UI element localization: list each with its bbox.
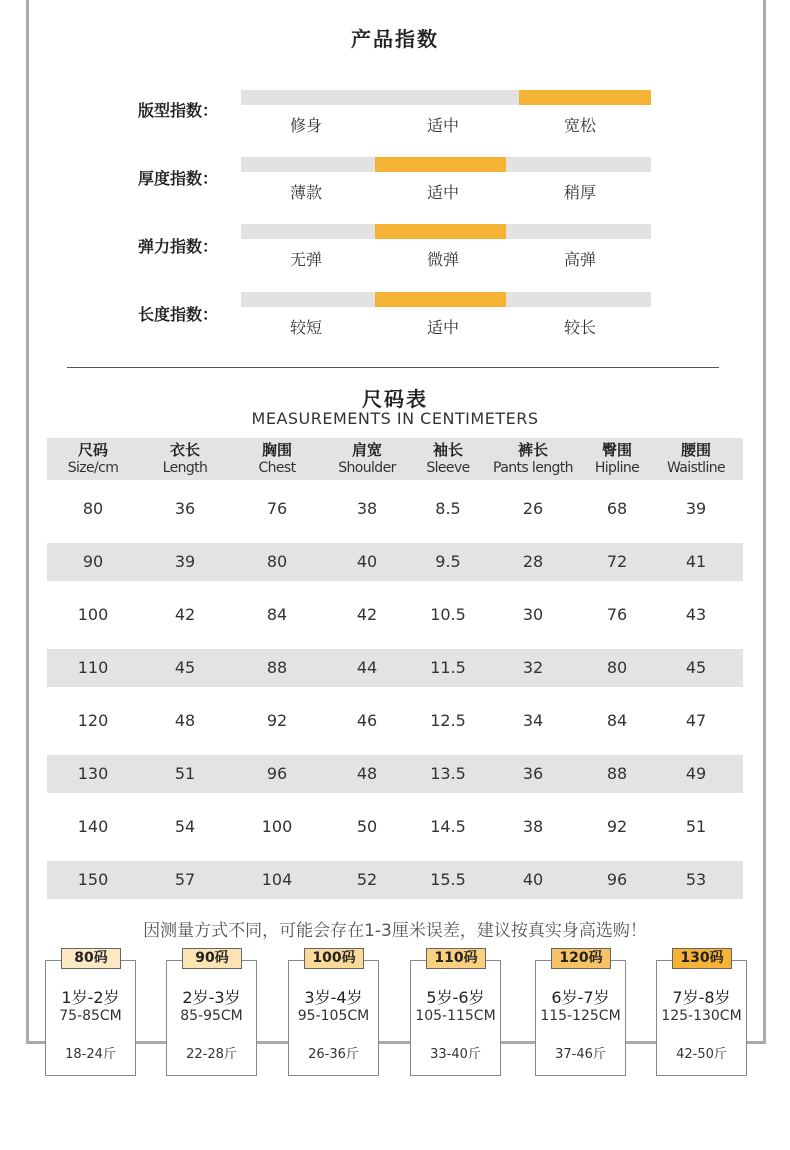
table-cell: 38 (522, 817, 544, 836)
size-card (410, 950, 501, 1076)
card-height: 125-130CM (661, 1008, 742, 1024)
table-cell: 140 (77, 817, 109, 836)
table-cell: 41 (685, 552, 707, 571)
table-cell: 92 (266, 711, 288, 730)
size-chart-subtitle: MEASUREMENTS IN CENTIMETERS (251, 409, 539, 428)
table-cell: 39 (685, 499, 707, 518)
table-cell: 120 (77, 711, 109, 730)
table-cell: 110 (77, 658, 109, 677)
table-row (47, 490, 743, 528)
header-cn-label: 肩宽 (351, 441, 382, 459)
card-weight: 18-24斤 (65, 1047, 116, 1062)
card-weight: 33-40斤 (430, 1047, 481, 1062)
table-cell: 76 (266, 499, 288, 518)
table-row (47, 596, 743, 634)
table-cell: 49 (685, 764, 707, 783)
index-option: 微弹 (426, 250, 459, 269)
card-age: 6岁-7岁 (551, 988, 610, 1007)
card-height: 105-115CM (415, 1008, 496, 1024)
card-weight: 42-50斤 (676, 1047, 727, 1062)
table-cell: 50 (356, 817, 378, 836)
header-en-label: Pants length (493, 460, 573, 476)
index-option: 高弹 (563, 250, 596, 269)
index-label: 长度指数： (138, 305, 219, 324)
table-cell: 90 (82, 552, 104, 571)
index-option: 适中 (426, 318, 459, 337)
table-cell: 42 (174, 605, 196, 624)
card-height: 75-85CM (59, 1008, 122, 1024)
table-cell: 30 (522, 605, 544, 624)
table-header-cell (139, 441, 231, 477)
table-cell: 44 (356, 658, 378, 677)
table-row (47, 808, 743, 846)
index-fill-marker (375, 157, 506, 172)
header-en-label: Waistline (666, 460, 726, 476)
index-label: 厚度指数： (138, 169, 219, 188)
table-cell: 39 (174, 552, 196, 571)
table-cell: 42 (356, 605, 378, 624)
index-option: 宽松 (563, 116, 596, 135)
table-header-cell (487, 441, 579, 477)
index-option: 适中 (426, 116, 459, 135)
frame-left-border (26, 0, 29, 1044)
table-cell: 36 (522, 764, 544, 783)
index-fill-marker (375, 292, 506, 307)
table-cell: 11.5 (430, 658, 466, 677)
table-cell: 45 (174, 658, 196, 677)
size-badge: 80码 (61, 948, 121, 969)
card-height: 85-95CM (180, 1008, 243, 1024)
product-index-title: 产品指数 (351, 27, 439, 51)
size-table-header (47, 438, 743, 480)
table-cell: 40 (356, 552, 378, 571)
table-cell: 96 (606, 870, 628, 889)
index-fill-marker (519, 90, 651, 105)
table-cell: 130 (77, 764, 109, 783)
table-cell: 51 (174, 764, 196, 783)
index-option: 适中 (426, 183, 459, 202)
header-cn-label: 腰围 (680, 441, 711, 459)
index-option: 较长 (563, 318, 596, 337)
table-cell: 12.5 (430, 711, 466, 730)
table-row (47, 755, 743, 793)
card-weight: 37-46斤 (555, 1047, 606, 1062)
table-row (47, 702, 743, 740)
header-en-label: Length (162, 460, 208, 476)
size-card (535, 950, 626, 1076)
index-option: 修身 (289, 116, 322, 135)
table-header-cell (321, 441, 413, 477)
size-badge: 110码 (426, 948, 486, 969)
size-card (166, 950, 257, 1076)
card-age: 3岁-4岁 (304, 988, 363, 1007)
table-cell: 38 (356, 499, 378, 518)
card-age: 7岁-8岁 (672, 988, 731, 1007)
table-cell: 15.5 (430, 870, 466, 889)
card-age: 2岁-3岁 (182, 988, 241, 1007)
index-option: 薄款 (289, 183, 322, 202)
header-en-label: Chest (258, 460, 296, 476)
table-cell: 34 (522, 711, 544, 730)
table-cell: 43 (685, 605, 707, 624)
index-track (241, 224, 651, 239)
table-cell: 84 (266, 605, 288, 624)
header-en-label: Hipline (594, 460, 640, 476)
table-cell: 40 (522, 870, 544, 889)
index-label: 弹力指数： (138, 237, 219, 256)
size-card (288, 950, 379, 1076)
header-cn-label: 裤长 (517, 441, 548, 459)
frame-right-border (763, 0, 766, 1044)
header-cn-label: 臀围 (601, 441, 632, 459)
table-cell: 100 (261, 817, 293, 836)
table-cell: 84 (606, 711, 628, 730)
table-cell: 48 (174, 711, 196, 730)
table-cell: 28 (522, 552, 544, 571)
index-track (241, 157, 651, 172)
card-height: 95-105CM (297, 1008, 370, 1024)
table-cell: 104 (261, 870, 293, 889)
card-height: 115-125CM (540, 1008, 621, 1024)
table-cell: 80 (266, 552, 288, 571)
table-cell: 10.5 (430, 605, 466, 624)
index-label: 版型指数： (138, 101, 219, 120)
header-cn-label: 衣长 (169, 441, 200, 459)
table-cell: 100 (77, 605, 109, 624)
index-track (241, 90, 651, 105)
table-cell: 51 (685, 817, 707, 836)
card-weight: 26-36斤 (308, 1047, 359, 1062)
frame-bottom-border (26, 1041, 766, 1044)
size-badge: 120码 (551, 948, 611, 969)
table-cell: 76 (606, 605, 628, 624)
table-cell: 36 (174, 499, 196, 518)
card-weight: 22-28斤 (186, 1047, 237, 1062)
table-cell: 92 (606, 817, 628, 836)
card-age: 1岁-2岁 (61, 988, 120, 1007)
table-cell: 52 (356, 870, 378, 889)
header-en-label: Sleeve (426, 460, 470, 476)
table-header-cell (402, 441, 494, 477)
header-cn-label: 袖长 (432, 441, 463, 459)
table-cell: 88 (606, 764, 628, 783)
header-en-label: Shoulder (338, 460, 396, 476)
table-cell: 13.5 (430, 764, 466, 783)
table-cell: 14.5 (430, 817, 466, 836)
table-cell: 150 (77, 870, 109, 889)
size-card (45, 950, 136, 1076)
table-header-cell (47, 441, 139, 477)
size-badge: 90码 (182, 948, 242, 969)
index-option: 较短 (289, 318, 322, 337)
table-cell: 26 (522, 499, 544, 518)
measurement-note: 因测量方式不同，可能会存在1-3厘米误差，建议按真实身高选购！ (143, 921, 647, 941)
table-cell: 47 (685, 711, 707, 730)
index-fill-marker (375, 224, 506, 239)
table-cell: 80 (82, 499, 104, 518)
table-cell: 8.5 (435, 499, 461, 518)
index-option: 稍厚 (563, 183, 596, 202)
table-header-cell (231, 441, 323, 477)
table-header-cell (650, 441, 742, 477)
table-cell: 57 (174, 870, 196, 889)
header-cn-label: 胸围 (261, 441, 292, 459)
table-cell: 72 (606, 552, 628, 571)
index-option: 无弹 (289, 250, 322, 269)
table-cell: 48 (356, 764, 378, 783)
size-badge: 100码 (304, 948, 364, 969)
table-cell: 32 (522, 658, 544, 677)
index-track (241, 292, 651, 307)
table-cell: 9.5 (435, 552, 461, 571)
size-chart-title: 尺码表 (362, 387, 428, 411)
table-cell: 45 (685, 658, 707, 677)
card-age: 5岁-6岁 (426, 988, 485, 1007)
table-cell: 96 (266, 764, 288, 783)
table-cell: 46 (356, 711, 378, 730)
header-en-label: Size/cm (67, 460, 119, 476)
size-badge: 130码 (672, 948, 732, 969)
table-cell: 68 (606, 499, 628, 518)
table-cell: 88 (266, 658, 288, 677)
table-row (47, 649, 743, 687)
size-card (656, 950, 747, 1076)
section-divider (67, 367, 719, 368)
table-row (47, 861, 743, 899)
header-cn-label: 尺码 (77, 441, 108, 459)
table-cell: 54 (174, 817, 196, 836)
table-cell: 53 (685, 870, 707, 889)
table-row (47, 543, 743, 581)
table-cell: 80 (606, 658, 628, 677)
